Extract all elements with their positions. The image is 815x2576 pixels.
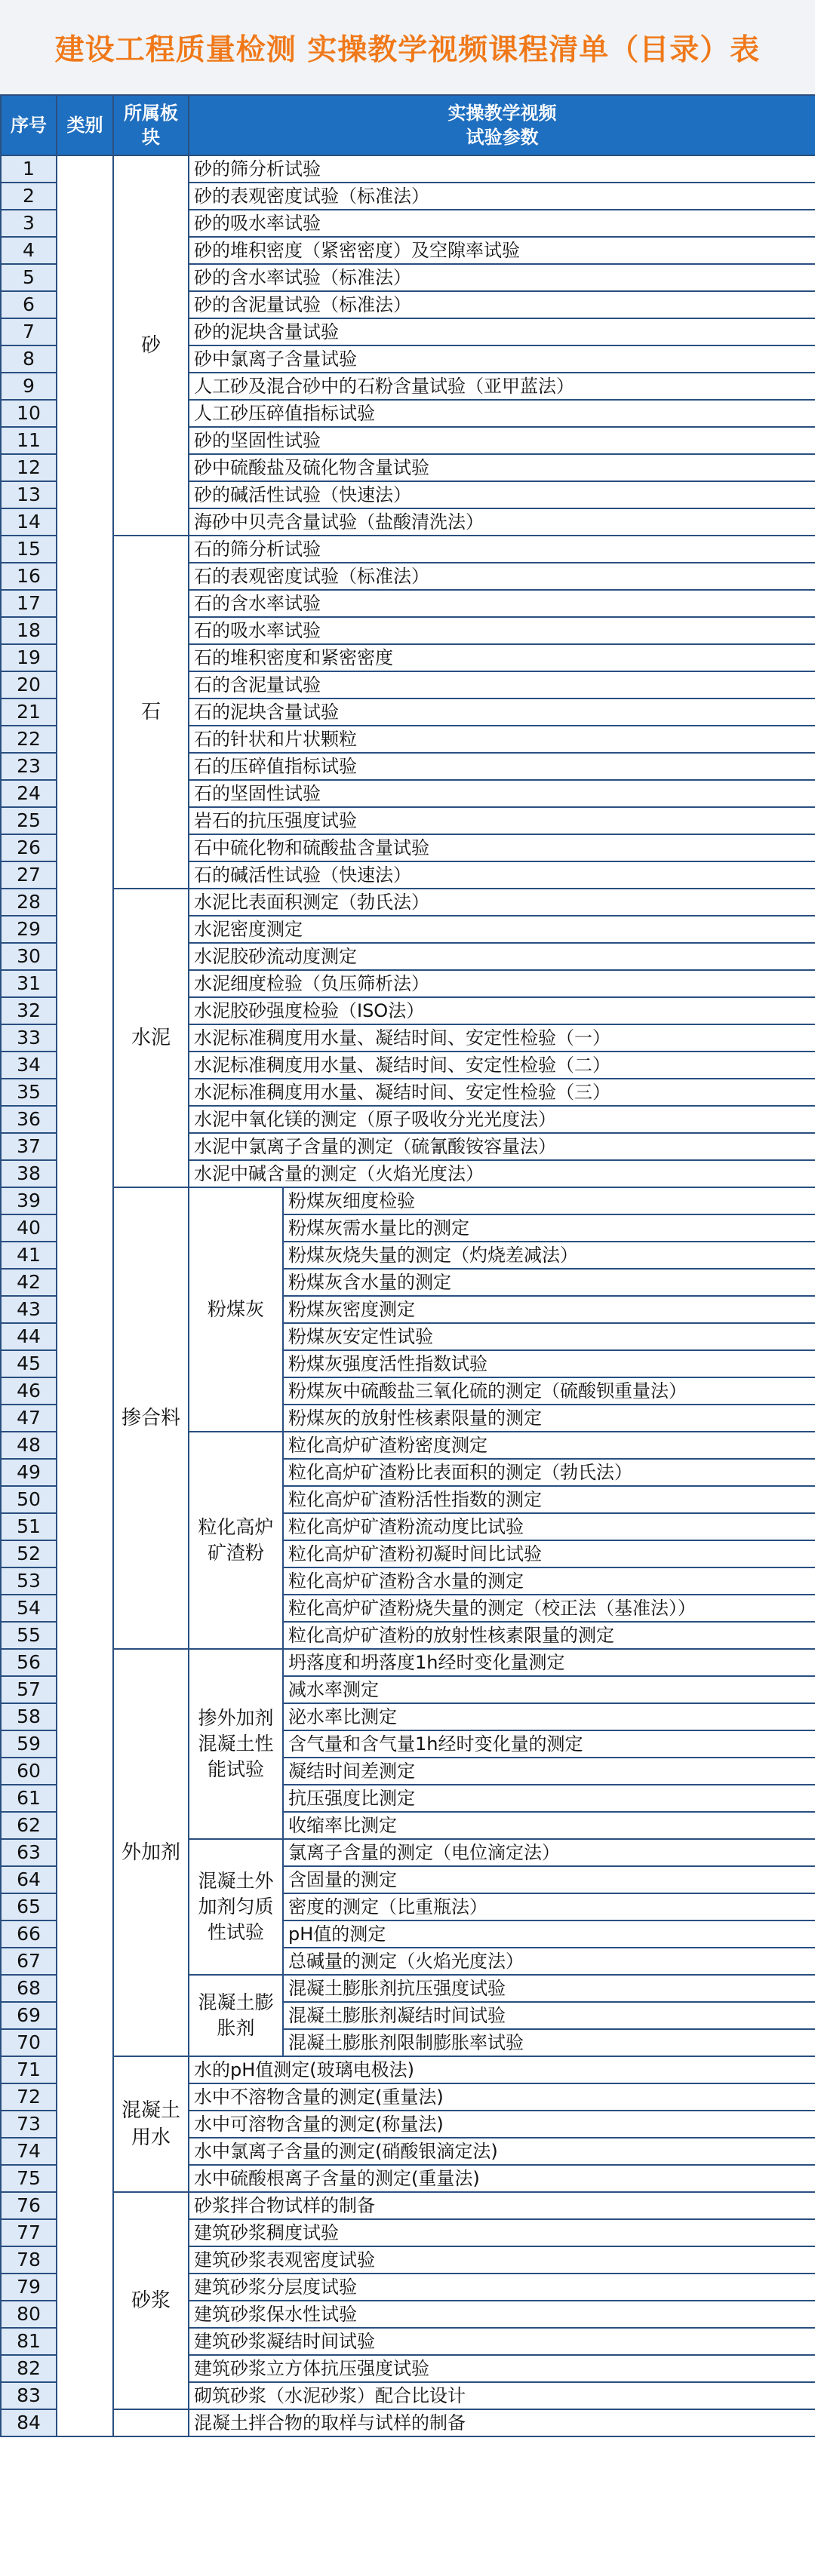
row-number: 21	[1, 698, 57, 726]
test-item: 砂的堆积密度（紧密密度）及空隙率试验	[189, 237, 815, 264]
section-name: 砂	[113, 155, 189, 536]
table-row	[1, 1187, 815, 1214]
section-name	[113, 2409, 189, 2436]
row-number: 32	[1, 997, 57, 1024]
test-item: 粉煤灰安定性试验	[283, 1323, 815, 1350]
test-item: 水中硫酸根离子含量的测定(重量法)	[189, 2165, 815, 2192]
test-item: 水的pH值测定(玻璃电极法)	[189, 2056, 815, 2083]
row-number: 66	[1, 1920, 57, 1948]
row-number: 61	[1, 1785, 57, 1812]
header-params	[189, 95, 815, 155]
table-row	[1, 2409, 815, 2436]
row-number: 80	[1, 2301, 57, 2328]
row-number: 41	[1, 1242, 57, 1269]
row-number: 50	[1, 1486, 57, 1513]
test-item: 混凝土膨胀剂限制膨胀率试验	[283, 2029, 815, 2056]
row-number: 3	[1, 210, 57, 237]
test-item: 抗压强度比测定	[283, 1785, 815, 1812]
row-number: 33	[1, 1024, 57, 1052]
test-item: 海砂中贝壳含量试验（盐酸清洗法）	[189, 508, 815, 536]
test-item: 水泥标准稠度用水量、凝结时间、安定性检验（二）	[189, 1052, 815, 1079]
row-number: 40	[1, 1214, 57, 1242]
test-item: 粉煤灰中硫酸盐三氧化硫的测定（硫酸钡重量法）	[283, 1377, 815, 1405]
row-number: 69	[1, 2002, 57, 2029]
row-number: 84	[1, 2409, 57, 2436]
row-number: 25	[1, 807, 57, 834]
test-item: 粉煤灰烧失量的测定（灼烧差减法）	[283, 1242, 815, 1269]
test-item: 水中氯离子含量的测定(硝酸银滴定法)	[189, 2138, 815, 2165]
table-row	[1, 1649, 815, 1676]
test-item: 砂的吸水率试验	[189, 210, 815, 237]
row-number: 37	[1, 1133, 57, 1160]
row-number: 74	[1, 2138, 57, 2165]
header-params-line2: 试验参数	[466, 127, 539, 148]
test-item: 砂的碱活性试验（快速法）	[189, 481, 815, 508]
test-item: 人工砂及混合砂中的石粉含量试验（亚甲蓝法）	[189, 373, 815, 400]
row-number: 6	[1, 291, 57, 318]
test-item: 粒化高炉矿渣粉初凝时间比试验	[283, 1540, 815, 1567]
test-item: 含气量和含气量1h经时变化量的测定	[283, 1730, 815, 1758]
test-item: 石的泥块含量试验	[189, 698, 815, 726]
row-number: 71	[1, 2056, 57, 2083]
test-item: 石的含泥量试验	[189, 671, 815, 698]
test-item: pH值的测定	[283, 1920, 815, 1948]
test-item: 水泥胶砂流动度测定	[189, 943, 815, 970]
test-item: 密度的测定（比重瓶法）	[283, 1893, 815, 1920]
test-item: 粉煤灰含水量的测定	[283, 1269, 815, 1296]
test-item: 砌筑砂浆（水泥砂浆）配合比设计	[189, 2382, 815, 2409]
test-item: 粉煤灰细度检验	[283, 1187, 815, 1214]
row-number: 19	[1, 644, 57, 671]
row-number: 15	[1, 536, 57, 563]
row-number: 23	[1, 753, 57, 780]
row-number: 67	[1, 1948, 57, 1975]
test-item: 砂的泥块含量试验	[189, 318, 815, 345]
row-number: 58	[1, 1703, 57, 1730]
row-number: 38	[1, 1160, 57, 1187]
row-number: 9	[1, 373, 57, 400]
row-number: 43	[1, 1296, 57, 1323]
row-number: 79	[1, 2274, 57, 2301]
row-number: 4	[1, 237, 57, 264]
row-number: 44	[1, 1323, 57, 1350]
row-number: 31	[1, 970, 57, 997]
row-number: 78	[1, 2246, 57, 2274]
test-item: 建筑砂浆立方体抗压强度试验	[189, 2355, 815, 2382]
page-title: 建设工程质量检测 实操教学视频课程清单（目录）表	[54, 32, 761, 67]
test-item: 砂的含泥量试验（标准法）	[189, 291, 815, 318]
category-cell	[57, 155, 113, 2436]
row-number: 36	[1, 1106, 57, 1133]
test-item: 建筑砂浆凝结时间试验	[189, 2328, 815, 2355]
test-item: 粒化高炉矿渣粉比表面积的测定（勃氏法）	[283, 1459, 815, 1486]
test-item: 石的筛分析试验	[189, 536, 815, 563]
subsection-name: 粉煤灰	[189, 1187, 283, 1432]
test-item: 水泥中氧化镁的测定（原子吸收分光光度法）	[189, 1106, 815, 1133]
test-item: 石的堆积密度和紧密密度	[189, 644, 815, 671]
test-item: 水泥标准稠度用水量、凝结时间、安定性检验（一）	[189, 1024, 815, 1052]
row-number: 28	[1, 889, 57, 916]
row-number: 47	[1, 1405, 57, 1432]
header-params-line1: 实操教学视频	[447, 103, 557, 124]
table-row	[1, 2192, 815, 2219]
test-item: 混凝土膨胀剂抗压强度试验	[283, 1975, 815, 2002]
row-number: 17	[1, 590, 57, 617]
row-number: 35	[1, 1079, 57, 1106]
test-item: 石的针状和片状颗粒	[189, 726, 815, 753]
test-item: 水泥中氯离子含量的测定（硫氰酸铵容量法）	[189, 1133, 815, 1160]
test-item: 建筑砂浆表观密度试验	[189, 2246, 815, 2274]
row-number: 60	[1, 1758, 57, 1785]
test-item: 建筑砂浆分层度试验	[189, 2274, 815, 2301]
row-number: 24	[1, 780, 57, 807]
header-row	[1, 95, 815, 155]
course-table	[0, 94, 815, 2437]
test-item: 粉煤灰的放射性核素限量的测定	[283, 1405, 815, 1432]
row-number: 39	[1, 1187, 57, 1214]
section-name: 混凝土用水	[113, 2056, 189, 2192]
row-number: 73	[1, 2111, 57, 2138]
row-number: 22	[1, 726, 57, 753]
test-item: 砂的表观密度试验（标准法）	[189, 183, 815, 210]
row-number: 62	[1, 1812, 57, 1839]
test-item: 含固量的测定	[283, 1866, 815, 1893]
row-number: 30	[1, 943, 57, 970]
test-item: 泌水率比测定	[283, 1703, 815, 1730]
title-bar	[0, 0, 815, 94]
row-number: 13	[1, 481, 57, 508]
test-item: 粉煤灰强度活性指数试验	[283, 1350, 815, 1377]
test-item: 石的坚固性试验	[189, 780, 815, 807]
row-number: 16	[1, 563, 57, 590]
test-item: 粒化高炉矿渣粉流动度比试验	[283, 1513, 815, 1540]
section-name: 水泥	[113, 889, 189, 1187]
row-number: 81	[1, 2328, 57, 2355]
row-number: 70	[1, 2029, 57, 2056]
test-item: 坍落度和坍落度1h经时变化量测定	[283, 1649, 815, 1676]
test-item: 粒化高炉矿渣粉烧失量的测定（校正法（基准法））	[283, 1595, 815, 1622]
row-number: 5	[1, 264, 57, 291]
test-item: 石的表观密度试验（标准法）	[189, 563, 815, 590]
subsection-name: 混凝土外加剂匀质性试验	[189, 1839, 283, 1975]
test-item: 石的碱活性试验（快速法）	[189, 861, 815, 889]
table-row	[1, 889, 815, 916]
test-item: 粉煤灰需水量比的测定	[283, 1214, 815, 1242]
row-number: 27	[1, 861, 57, 889]
row-number: 14	[1, 508, 57, 536]
table-row	[1, 536, 815, 563]
row-number: 42	[1, 1269, 57, 1296]
subsection-name: 粒化高炉矿渣粉	[189, 1432, 283, 1649]
test-item: 混凝土拌合物的取样与试样的制备	[189, 2409, 815, 2436]
row-number: 8	[1, 345, 57, 373]
row-number: 48	[1, 1432, 57, 1459]
row-number: 2	[1, 183, 57, 210]
row-number: 49	[1, 1459, 57, 1486]
test-item: 砂的筛分析试验	[189, 155, 815, 183]
row-number: 55	[1, 1622, 57, 1649]
test-item: 水泥密度测定	[189, 916, 815, 943]
row-number: 53	[1, 1567, 57, 1595]
row-number: 59	[1, 1730, 57, 1758]
row-number: 18	[1, 617, 57, 644]
test-item: 石的吸水率试验	[189, 617, 815, 644]
test-item: 氯离子含量的测定（电位滴定法）	[283, 1839, 815, 1866]
row-number: 46	[1, 1377, 57, 1405]
test-item: 混凝土膨胀剂凝结时间试验	[283, 2002, 815, 2029]
test-item: 水泥标准稠度用水量、凝结时间、安定性检验（三）	[189, 1079, 815, 1106]
test-item: 凝结时间差测定	[283, 1758, 815, 1785]
row-number: 72	[1, 2083, 57, 2111]
test-item: 粒化高炉矿渣粉活性指数的测定	[283, 1486, 815, 1513]
test-item: 建筑砂浆稠度试验	[189, 2219, 815, 2246]
row-number: 75	[1, 2165, 57, 2192]
subsection-name: 掺外加剂混凝土性能试验	[189, 1649, 283, 1839]
row-number: 68	[1, 1975, 57, 2002]
test-item: 石的含水率试验	[189, 590, 815, 617]
section-name: 掺合料	[113, 1187, 189, 1649]
row-number: 57	[1, 1676, 57, 1703]
row-number: 45	[1, 1350, 57, 1377]
row-number: 82	[1, 2355, 57, 2382]
row-number: 54	[1, 1595, 57, 1622]
section-name: 外加剂	[113, 1649, 189, 2056]
test-item: 砂的含水率试验（标准法）	[189, 264, 815, 291]
test-item: 人工砂压碎值指标试验	[189, 400, 815, 427]
test-item: 水中可溶物含量的测定(称量法)	[189, 2111, 815, 2138]
row-number: 64	[1, 1866, 57, 1893]
section-name: 砂浆	[113, 2192, 189, 2409]
row-number: 1	[1, 155, 57, 183]
test-item: 砂中氯离子含量试验	[189, 345, 815, 373]
test-item: 收缩率比测定	[283, 1812, 815, 1839]
test-item: 总碱量的测定（火焰光度法）	[283, 1948, 815, 1975]
test-item: 砂的坚固性试验	[189, 427, 815, 454]
row-number: 12	[1, 454, 57, 481]
section-name: 石	[113, 536, 189, 889]
row-number: 10	[1, 400, 57, 427]
test-item: 粒化高炉矿渣粉密度测定	[283, 1432, 815, 1459]
row-number: 63	[1, 1839, 57, 1866]
subsection-name: 混凝土膨胀剂	[189, 1975, 283, 2056]
test-item: 砂浆拌合物试样的制备	[189, 2192, 815, 2219]
test-item: 岩石的抗压强度试验	[189, 807, 815, 834]
test-item: 粉煤灰密度测定	[283, 1296, 815, 1323]
test-item: 减水率测定	[283, 1676, 815, 1703]
test-item: 水中不溶物含量的测定(重量法)	[189, 2083, 815, 2111]
row-number: 34	[1, 1052, 57, 1079]
row-number: 29	[1, 916, 57, 943]
row-number: 52	[1, 1540, 57, 1567]
table-row	[1, 155, 815, 183]
test-item: 石的压碎值指标试验	[189, 753, 815, 780]
row-number: 51	[1, 1513, 57, 1540]
row-number: 26	[1, 834, 57, 861]
header-category: 类别	[57, 95, 113, 155]
row-number: 56	[1, 1649, 57, 1676]
table-body	[1, 155, 815, 2436]
row-number: 20	[1, 671, 57, 698]
test-item: 水泥胶砂强度检验（ISO法）	[189, 997, 815, 1024]
header-section: 所属板块	[113, 95, 189, 155]
test-item: 石中硫化物和硫酸盐含量试验	[189, 834, 815, 861]
header-num: 序号	[1, 95, 57, 155]
row-number: 83	[1, 2382, 57, 2409]
row-number: 77	[1, 2219, 57, 2246]
test-item: 水泥比表面积测定（勃氏法）	[189, 889, 815, 916]
row-number: 7	[1, 318, 57, 345]
row-number: 65	[1, 1893, 57, 1920]
test-item: 水泥中碱含量的测定（火焰光度法）	[189, 1160, 815, 1187]
test-item: 粒化高炉矿渣粉的放射性核素限量的测定	[283, 1622, 815, 1649]
row-number: 76	[1, 2192, 57, 2219]
test-item: 建筑砂浆保水性试验	[189, 2301, 815, 2328]
table-row	[1, 2056, 815, 2083]
row-number: 11	[1, 427, 57, 454]
test-item: 粒化高炉矿渣粉含水量的测定	[283, 1567, 815, 1595]
test-item: 砂中硫酸盐及硫化物含量试验	[189, 454, 815, 481]
test-item: 水泥细度检验（负压筛析法）	[189, 970, 815, 997]
